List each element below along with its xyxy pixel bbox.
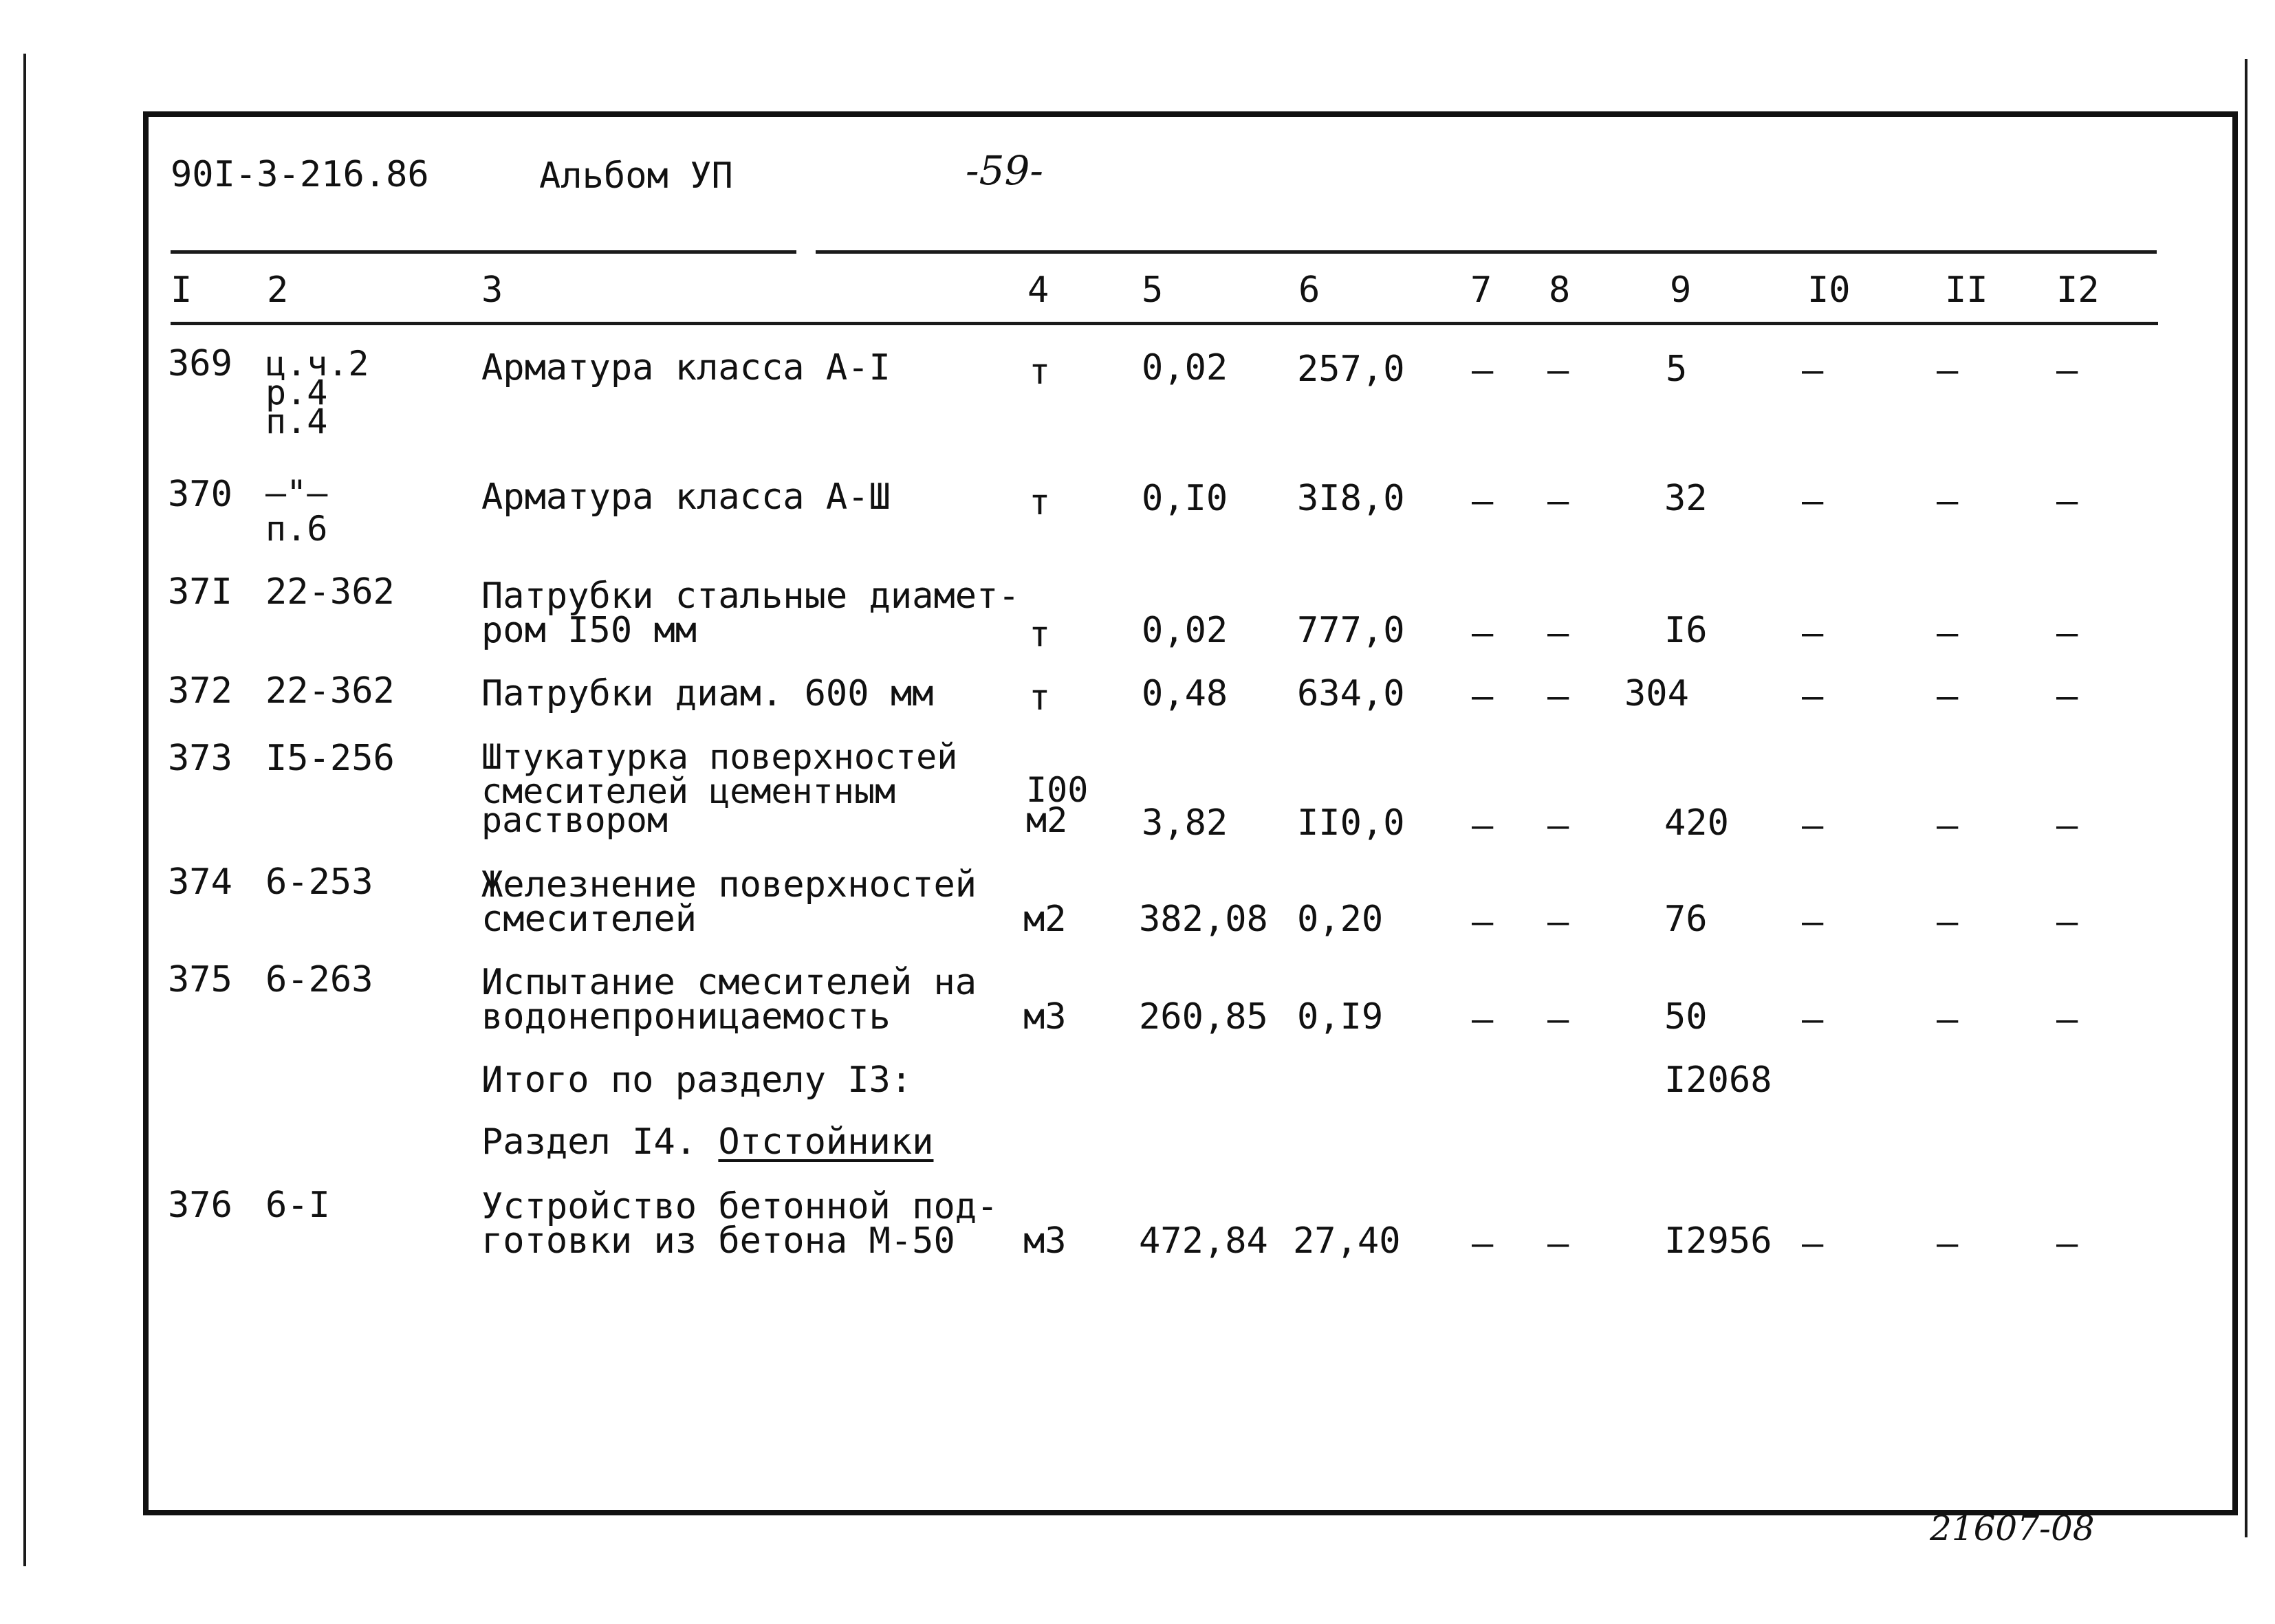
row-col11: – [1937, 350, 1959, 391]
row-col8: – [1547, 676, 1569, 717]
col-num-10: I0 [1807, 270, 1851, 311]
row-id: 37I [168, 571, 232, 613]
row-id: 369 [168, 343, 232, 384]
row-col10: – [1802, 613, 1824, 654]
row-code: п.4 [265, 402, 328, 441]
row-col10: – [1802, 999, 1824, 1040]
row-col12: – [2056, 805, 2078, 846]
row-name: Патрубки стальные диамет- [481, 575, 1020, 617]
row-price: 0,I9 [1297, 996, 1384, 1038]
row-unit: м2 [1023, 899, 1067, 940]
row-col8: – [1547, 999, 1569, 1040]
row-id: 375 [168, 959, 232, 1000]
row-col7: – [1472, 1223, 1494, 1264]
row-name: Испытание смесителей на [481, 962, 977, 1003]
row-qty: 0,48 [1142, 673, 1228, 714]
row-total: 32 [1664, 478, 1708, 519]
col-num-9: 9 [1670, 270, 1692, 311]
row-name: Арматура класса А-Ш [481, 476, 891, 518]
row-qty: 472,84 [1139, 1220, 1268, 1262]
row-code: 6-253 [265, 862, 373, 903]
row-col11: – [1937, 901, 1959, 943]
row-col11: – [1937, 1223, 1959, 1264]
row-total: 5 [1666, 349, 1688, 390]
row-code: 6-I [265, 1185, 330, 1226]
subtotal-value: I2068 [1664, 1060, 1772, 1101]
header-rule-right [816, 250, 2157, 254]
row-name: водонепроницаемость [481, 996, 891, 1038]
row-price: II0,0 [1297, 802, 1405, 844]
row-col7: – [1472, 805, 1494, 846]
row-name: смесителей цементным [481, 771, 896, 811]
row-col8: – [1547, 901, 1569, 943]
page-number: -59- [966, 147, 1043, 194]
header-rule-left [171, 250, 796, 254]
row-col8: – [1547, 1223, 1569, 1264]
row-id: 376 [168, 1185, 232, 1226]
row-col8: – [1547, 805, 1569, 846]
row-price: 27,40 [1293, 1220, 1401, 1262]
row-name: Штукатурка поверхностей [481, 737, 958, 777]
row-col10: – [1802, 481, 1824, 522]
row-col12: – [2056, 1223, 2078, 1264]
row-code: 22-362 [265, 670, 395, 712]
row-name: готовки из бетона М-50 [481, 1220, 955, 1262]
col-num-4: 4 [1027, 270, 1049, 311]
row-code: ц.ч.2 [265, 344, 369, 384]
row-price: 257,0 [1297, 349, 1405, 390]
subtotal-label: Итого по разделу I3: [481, 1060, 913, 1101]
row-col11: – [1937, 999, 1959, 1040]
row-qty: 260,85 [1139, 996, 1268, 1038]
col-num-3: 3 [481, 270, 503, 311]
col-num-1: I [171, 270, 193, 311]
row-total: 50 [1664, 996, 1708, 1038]
row-id: 372 [168, 670, 232, 712]
row-code: 22-362 [265, 571, 395, 613]
row-unit: м3 [1023, 1220, 1067, 1262]
row-name: Арматура класса А-I [481, 347, 891, 388]
row-qty: 0,I0 [1142, 478, 1228, 519]
row-id: 370 [168, 474, 232, 515]
row-col12: – [2056, 901, 2078, 943]
row-col12: – [2056, 999, 2078, 1040]
row-col10: – [1802, 805, 1824, 846]
row-qty: 0,02 [1142, 610, 1228, 651]
row-total: I6 [1664, 610, 1708, 651]
col-num-5: 5 [1142, 270, 1164, 311]
row-col10: – [1802, 676, 1824, 717]
row-price: 0,20 [1297, 899, 1384, 940]
row-col7: – [1472, 481, 1494, 522]
row-price: 777,0 [1297, 610, 1405, 651]
row-col11: – [1937, 805, 1959, 846]
row-col7: – [1472, 901, 1494, 943]
row-name: смесителей [481, 899, 697, 940]
row-col7: – [1472, 676, 1494, 717]
row-col11: – [1937, 481, 1959, 522]
row-col8: – [1547, 481, 1569, 522]
row-id: 374 [168, 862, 232, 903]
col-num-6: 6 [1298, 270, 1320, 311]
row-code: р.4 [265, 373, 328, 413]
row-col8: – [1547, 613, 1569, 654]
section-heading [481, 1121, 934, 1163]
row-name: Устройство бетонной под- [481, 1186, 999, 1227]
column-header-rule [171, 322, 2158, 325]
row-name: раствором [481, 800, 668, 840]
row-col8: – [1547, 350, 1569, 391]
col-num-12: I2 [2056, 270, 2100, 311]
section-prefix: Раздел I4. [481, 1121, 697, 1163]
row-total: 420 [1664, 802, 1729, 844]
row-unit: м3 [1023, 996, 1067, 1038]
row-col12: – [2056, 481, 2078, 522]
row-col12: – [2056, 350, 2078, 391]
row-unit: т [1029, 614, 1051, 655]
row-code: 6-263 [265, 959, 373, 1000]
row-total: 304 [1624, 673, 1689, 714]
col-num-8: 8 [1549, 270, 1571, 311]
row-unit: т [1029, 482, 1051, 523]
row-col7: – [1472, 999, 1494, 1040]
archive-stamp: 21607-08 [1930, 1508, 2095, 1548]
row-col10: – [1802, 1223, 1824, 1264]
row-name: Патрубки диам. 600 мм [481, 673, 934, 714]
row-name: Железнение поверхностей [481, 864, 977, 906]
row-col10: – [1802, 901, 1824, 943]
row-price: 634,0 [1297, 673, 1405, 714]
row-col10: – [1802, 350, 1824, 391]
row-code: I5-256 [265, 738, 395, 779]
row-col11: – [1937, 676, 1959, 717]
row-col12: – [2056, 676, 2078, 717]
row-unit: т [1029, 677, 1051, 718]
row-col12: – [2056, 613, 2078, 654]
row-unit: м2 [1026, 800, 1068, 840]
row-qty: 3,82 [1142, 802, 1228, 844]
row-col7: – [1472, 350, 1494, 391]
row-col11: – [1937, 613, 1959, 654]
col-num-2: 2 [267, 270, 289, 311]
row-name: ром I50 мм [481, 610, 697, 651]
row-id: 373 [168, 738, 232, 779]
row-qty: 0,02 [1142, 347, 1228, 388]
row-col7: – [1472, 613, 1494, 654]
col-num-11: II [1945, 270, 1988, 311]
row-code: –"– [265, 473, 328, 513]
doc-code: 90I-3-216.86 [171, 154, 429, 195]
scan-edge-left [23, 54, 26, 1566]
album-label: Альбом УП [539, 155, 733, 197]
scan-edge-right [2245, 59, 2247, 1537]
row-total: I2956 [1664, 1220, 1772, 1262]
section-title: Отстойники [718, 1121, 934, 1163]
row-unit: т [1029, 351, 1051, 393]
row-price: 3I8,0 [1297, 478, 1405, 519]
row-unit: I00 [1026, 770, 1089, 810]
row-code: п.6 [265, 509, 328, 549]
row-total: 76 [1664, 899, 1708, 940]
row-qty: 382,08 [1139, 899, 1268, 940]
col-num-7: 7 [1470, 270, 1492, 311]
